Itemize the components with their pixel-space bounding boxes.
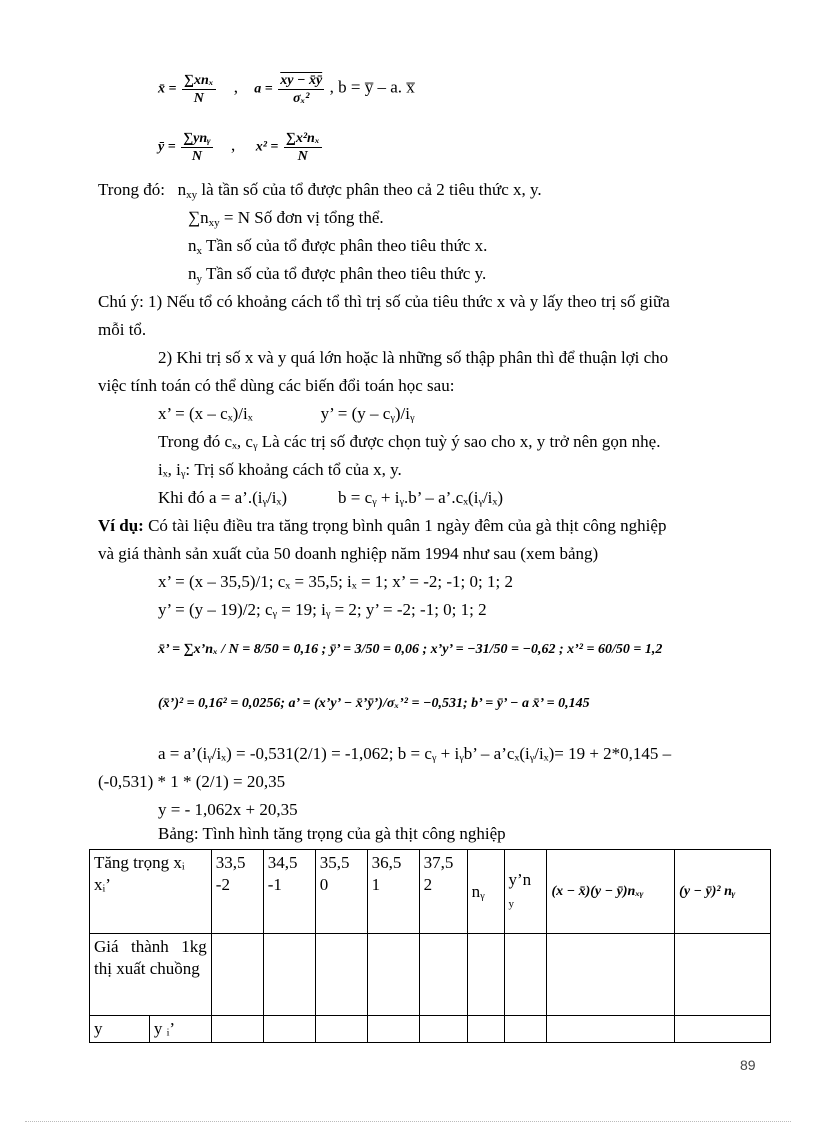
- x-value: 34,5: [267, 853, 298, 872]
- cell: [263, 934, 315, 1016]
- x-value: 36,5: [371, 853, 402, 872]
- formula-denominator: N: [297, 149, 308, 164]
- table-title: Bảng: Tình hình tăng trọng của gà thịt công nghiệp: [158, 824, 506, 843]
- xp-value: 2: [423, 875, 433, 894]
- where-label: Trong đó:: [98, 180, 165, 199]
- result-a-line-2: (-0,531) * 1 * (2/1) = 20,35: [98, 772, 286, 791]
- then-formula: Khi đó a = a’.(iᵧ/iₓ) b = cᵧ + iᵧ.b’ – a’.cₓ(iᵧ/iₓ): [158, 488, 503, 507]
- formula-denominator: N: [191, 149, 202, 164]
- formula-b: , b = y̅ – a. x̅: [329, 77, 415, 97]
- formula-lhs: x² =: [255, 139, 279, 155]
- subscript: x: [196, 245, 202, 257]
- xp-value: 0: [319, 875, 329, 894]
- xp-value: -1: [267, 875, 282, 894]
- cell: [467, 1016, 504, 1043]
- symbol: n: [188, 264, 197, 283]
- cell: [419, 1016, 467, 1043]
- formula-numerator: ∑xnₓ: [183, 73, 214, 88]
- note-2b: việc tính toán có thể dùng các biến đổi toán học sau:: [98, 376, 455, 395]
- cell: [263, 1016, 315, 1043]
- where-line-4: [188, 264, 486, 289]
- cell: [315, 1016, 367, 1043]
- regression-equation: y = - 1,062x + 20,35: [158, 800, 298, 819]
- col-3: [315, 850, 367, 934]
- page-edge-divider: [25, 1121, 791, 1122]
- example-text: Có tài liệu điều tra tăng trọng bình quân 1 ngày đêm của gà thịt công nghiệp: [143, 516, 667, 535]
- note-2a: 2) Khi trị số x và y quá lớn hoặc là những số thập phân thì để thuận lợi cho: [158, 348, 669, 367]
- header-var: (y − ȳ)² nᵧ: [675, 850, 771, 934]
- header-yn: [504, 850, 547, 934]
- example-line-a: [98, 516, 666, 536]
- subscript: xy: [186, 189, 198, 201]
- where-line-2: [188, 208, 384, 233]
- table-row-cost: [90, 934, 771, 1016]
- header-ny: nᵧ: [467, 850, 504, 934]
- cell: [504, 934, 547, 1016]
- col-4: [367, 850, 419, 934]
- calc-line-1: x̄’ = ∑x’nₓ / N = 8/50 = 0,16 ; ȳ’ = 3/50 = 0,06 ; x’y’ = −31/50 = −0,62 ; x’² = 60/50 = 1,2: [158, 642, 663, 657]
- header-xi-prime: xᵢ’: [94, 875, 111, 894]
- table-header-row: [90, 850, 771, 934]
- where-c: Trong đó cₓ, cᵧ Là các trị số được chọn tuỳ ý sao cho x, y trở nên gọn nhẹ.: [158, 432, 661, 451]
- example-label: Ví dụ:: [98, 516, 144, 535]
- cell: [504, 1016, 547, 1043]
- where-line-3: [188, 236, 487, 261]
- symbol: n: [188, 236, 197, 255]
- table-row-y: [90, 1016, 771, 1043]
- calc-line-2: (x̄’)² = 0,16² = 0,0256; a’ = (x’y’ − x̄’ȳ’)/σₓ’² = −0,531; b’ = ȳ’ − a x̄’ = 0,145: [158, 696, 590, 711]
- yn-subscript: y: [508, 897, 514, 910]
- row-label-cost: Giá thành 1kg thị xuất chuồng: [90, 934, 212, 1016]
- formula-mean-y: ȳ = $\frac{\text{∑ynᵧ}}{N}$ , x² = $\frac{\text{∑x²nₓ}}{N}$: [158, 131, 320, 164]
- col-2: [263, 850, 315, 934]
- cell: [467, 934, 504, 1016]
- cell: [675, 1016, 771, 1043]
- col-5: [419, 850, 467, 934]
- note-1b: mỗi tổ.: [98, 320, 147, 339]
- col-1: [211, 850, 263, 934]
- subscript: xy: [208, 217, 220, 229]
- page-number: 89: [740, 1057, 756, 1073]
- formula-numerator: ∑ynᵧ: [183, 131, 211, 146]
- cell: [675, 934, 771, 1016]
- cell: [211, 1016, 263, 1043]
- formula-numerator: ∑x²nₓ: [285, 131, 320, 146]
- yn-label: y’n: [508, 869, 532, 889]
- x-value: 37,5: [423, 853, 454, 872]
- x-value: 33,5: [215, 853, 246, 872]
- example-x-transform: x’ = (x – 35,5)/1; cₓ = 35,5; iₓ = 1; x’ = -2; -1; 0; 1; 2: [158, 572, 513, 591]
- formula-mean-x: x̄ = $\frac{\text{∑xnₓ}}{N}$ , a = $\frac{xy - x̄ȳ}{\text{σₓ²}}$ , b = y̅ – a. x̅: [158, 73, 415, 106]
- where-line-1: [98, 180, 542, 205]
- cell: [547, 934, 675, 1016]
- symbol: ∑n: [188, 208, 209, 227]
- header-label-cell: [90, 850, 212, 934]
- example-line-b: và giá thành sản xuất của 50 doanh nghiệp năm 1994 như sau (xem bảng): [98, 544, 599, 563]
- where-text: Tần số của tổ được phân theo tiêu thức y.: [202, 264, 487, 283]
- cell: [211, 934, 263, 1016]
- formula-numerator: xy − x̄ȳ: [280, 73, 323, 88]
- result-a-line-1: a = a’(iᵧ/iₓ) = -0,531(2/1) = -1,062; b = cᵧ + iᵧb’ – a’cₓ(iᵧ/iₓ)= 19 + 2*0,145 –: [158, 744, 672, 763]
- formula-lhs: a =: [254, 81, 273, 97]
- cell: [547, 1016, 675, 1043]
- data-table: [89, 849, 771, 1043]
- cell: [419, 934, 467, 1016]
- transform-formula: x’ = (x – cₓ)/iₓ y’ = (y – cᵧ)/iᵧ: [158, 404, 415, 423]
- where-text: = N Số đơn vị tổng thể.: [219, 208, 384, 227]
- cell: [367, 1016, 419, 1043]
- row-label-yi: y ᵢ’: [149, 1016, 211, 1043]
- x-value: 35,5: [319, 853, 350, 872]
- xp-value: -2: [215, 875, 230, 894]
- formula-lhs: x̄ =: [158, 81, 177, 97]
- formula-denominator: σₓ²: [292, 91, 310, 106]
- xp-value: 1: [371, 875, 381, 894]
- header-cov: (x − x̄)(y − ȳ)nₓᵧ: [547, 850, 675, 934]
- where-i: iₓ, iᵧ: Trị số khoảng cách tổ của x, y.: [158, 460, 402, 479]
- formula-lhs: ȳ =: [158, 139, 176, 155]
- note-1a: Chú ý: 1) Nếu tổ có khoảng cách tổ thì trị số của tiêu thức x và y lấy theo trị số giữa: [98, 292, 670, 311]
- symbol: n: [177, 180, 187, 199]
- row-label-y: y: [90, 1016, 150, 1043]
- subscript: y: [196, 273, 202, 285]
- formula-denominator: N: [193, 91, 204, 106]
- cell: [367, 934, 419, 1016]
- cell: [315, 934, 367, 1016]
- header-xi: Tăng trọng xᵢ: [94, 853, 185, 872]
- where-text: là tần số của tổ được phân theo cả 2 tiêu thức x, y.: [197, 180, 542, 199]
- example-y-transform: y’ = (y – 19)/2; cᵧ = 19; iᵧ = 2; y’ = -2; -1; 0; 1; 2: [158, 600, 487, 619]
- where-text: Tần số của tổ được phân theo tiêu thức x.: [202, 236, 488, 255]
